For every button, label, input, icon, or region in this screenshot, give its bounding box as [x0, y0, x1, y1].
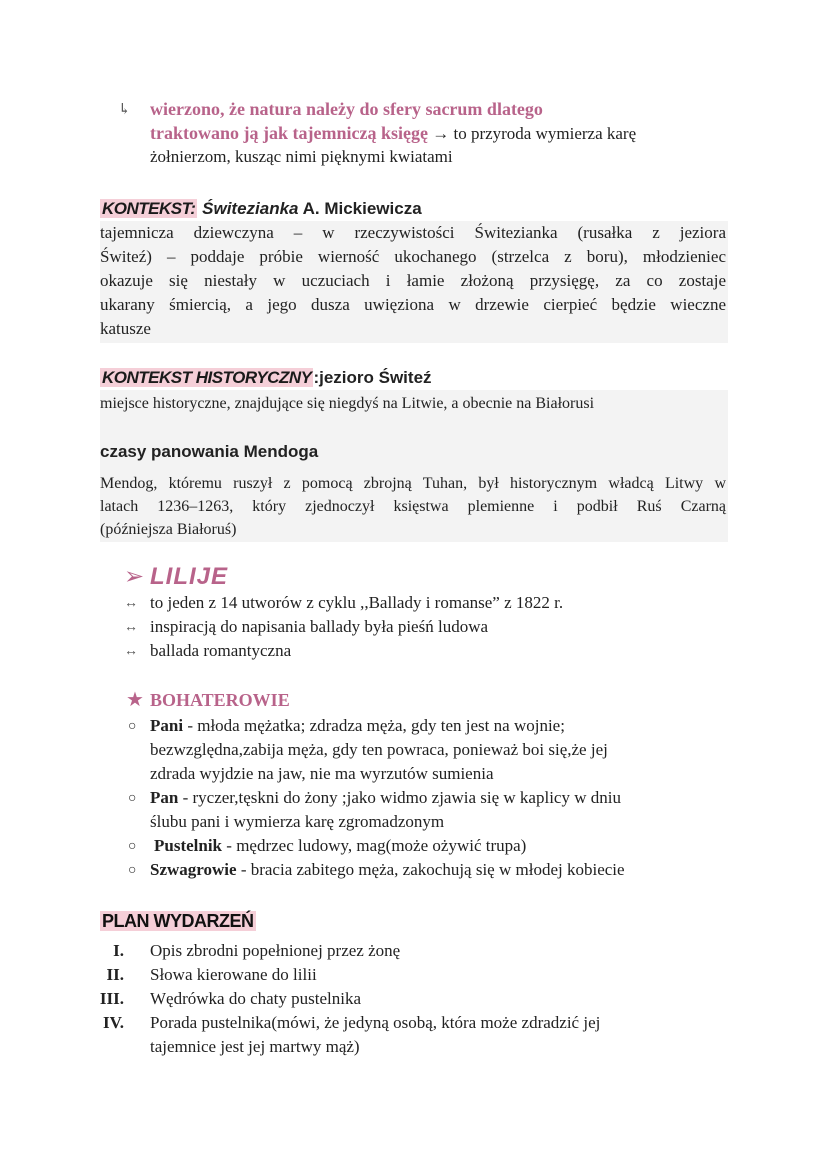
character-desc: bezwzględna,zabija męża, gdy ten powraca, ponieważ boi się,że jej — [150, 740, 608, 759]
plan-number: I. — [113, 941, 124, 960]
mendog-line: latach 1236–1263, który zjednoczył księstwa plemienne i podbił Ruś Czarną — [100, 498, 726, 515]
plan-title: PLAN WYDARZEŃ — [102, 911, 254, 931]
double-arrow-icon: ↔ — [124, 644, 138, 659]
star-icon: ★ — [126, 689, 144, 711]
character-desc: zdrada wyjdzie na jaw, nie ma wyrzutów sumienia — [150, 764, 494, 783]
character-name: Szwagrowie — [150, 860, 237, 879]
kontekst-line: Świteź) – poddaje próbie wierność ukochanego (strzelca z boru), młodzieniec — [100, 247, 726, 266]
character-pani — [150, 714, 565, 738]
circle-bullet-icon: ○ — [128, 839, 137, 854]
plan-item: Opis zbrodni popełnionej przez żonę — [150, 941, 401, 960]
plan-heading — [100, 908, 256, 934]
circle-bullet-icon: ○ — [128, 719, 137, 734]
historyczny-label: KONTEKST HISTORYCZNY — [102, 368, 312, 387]
circle-bullet-icon: ○ — [128, 863, 137, 878]
return-arrow-icon: ↳ — [118, 102, 131, 118]
plan-number: IV. — [103, 1013, 124, 1032]
lilije-item: to jeden z 14 utworów z cyklu ,,Ballady i romanse” z 1822 r. — [150, 593, 564, 612]
historyczny-subheading: czasy panowania Mendoga — [100, 442, 319, 461]
kontekst-line: ukarany śmiercią, a jego dusza uwięziona w drzewie cierpieć będzie wieczne — [100, 295, 726, 314]
plan-item: Porada pustelnika(mówi, że jedyną osobą, która może zdradzić jej — [150, 1013, 601, 1032]
lilije-item: ballada romantyczna — [150, 641, 292, 660]
plan-item: Wędrówka do chaty pustelnika — [150, 989, 362, 1008]
historyczny-text: miejsce historyczne, znajdujące się niegdyś na Litwie, a obecnie na Białorusi — [100, 395, 595, 412]
historyczny-title: :jezioro Świteź — [313, 368, 432, 387]
character-name: Pan — [150, 788, 179, 807]
kontekst-body — [100, 221, 728, 343]
mendog-line: Mendog, któremu ruszył z pomocą zbrojną Tuhan, był historycznym władcą Litwy w — [100, 475, 726, 492]
mendog-line: (późniejsza Białoruś) — [100, 521, 237, 538]
kontekst-title-italic: Świtezianka — [197, 199, 299, 218]
character-desc: - młoda mężatka; zdradza męża, gdy ten jest na wojnie; — [183, 716, 565, 735]
character-name: Pustelnik — [154, 836, 223, 855]
double-arrow-icon: ↔ — [124, 596, 138, 611]
intro-line-1: wierzono, że natura należy do sfery sacrum dlatego — [150, 99, 543, 119]
plan-item: Słowa kierowane do lilii — [150, 965, 317, 984]
circle-bullet-icon: ○ — [128, 791, 137, 806]
character-desc: - bracia zabitego męża, zakochują się w młodej kobiecie — [236, 860, 625, 879]
intro-line-2-emphasis: traktowano ją jak tajemniczą księgę — [150, 123, 428, 143]
bohaterowie-title: BOHATEROWIE — [150, 690, 290, 710]
intro-line-2-rest: → to przyroda wymierza karę — [427, 124, 637, 143]
kontekst-line: katusze — [100, 319, 151, 338]
kontekst-heading — [100, 197, 422, 221]
lilije-item: inspiracją do napisania ballady była pieśń ludowa — [150, 617, 489, 636]
kontekst-line: tajemnicza dziewczyna – w rzeczywistości Świtezianka (rusałka z jeziora — [100, 223, 726, 242]
intro-line-2 — [150, 121, 636, 146]
character-desc: ślubu pani i wymierza karę zgromadzonym — [150, 812, 445, 831]
kontekst-title-author: A. Mickiewicza — [298, 199, 422, 218]
plan-item: tajemnice jest jej martwy mąż) — [150, 1037, 360, 1056]
character-name: Pani — [150, 716, 184, 735]
character-desc: - ryczer,tęskni do żony ;jako widmo zjawia się w kaplicy w dniu — [178, 788, 621, 807]
kontekst-label: KONTEKST: — [102, 199, 196, 218]
plan-number: III. — [99, 989, 124, 1008]
character-desc: - mędrzec ludowy, mag(może ożywić trupa) — [222, 836, 527, 855]
arrowhead-icon: ➢ — [124, 564, 145, 590]
character-szwagrowie — [150, 858, 625, 882]
character-pustelnik — [154, 834, 526, 858]
historyczny-body — [100, 390, 728, 542]
lilije-title: LILIJE — [150, 563, 229, 590]
plan-number: II. — [106, 965, 124, 984]
double-arrow-icon: ↔ — [124, 620, 138, 635]
historyczny-heading — [100, 366, 432, 390]
character-pan — [150, 786, 621, 810]
kontekst-line: okazuje się niestały w uczuciach i łamie złożoną przysięgę, za co zostaje — [100, 271, 726, 290]
intro-line-3: żołnierzom, kusząc nimi pięknymi kwiatami — [150, 147, 453, 166]
